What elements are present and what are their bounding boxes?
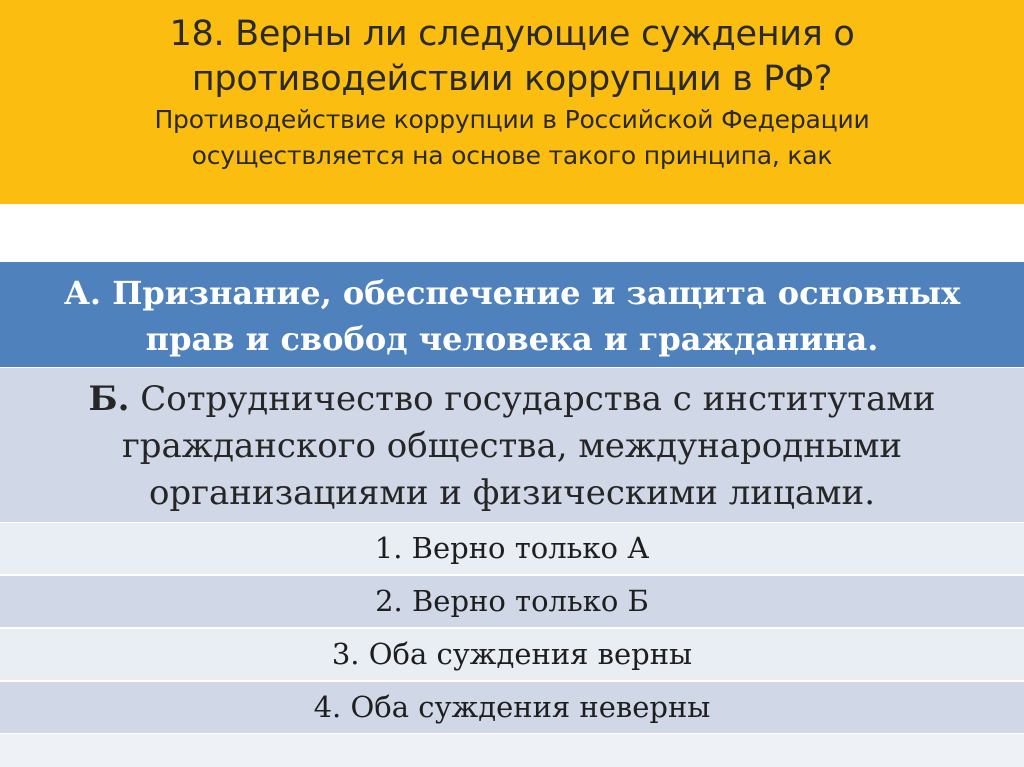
answer-option-2[interactable]: 2. Верно только Б: [0, 576, 1024, 627]
statement-b-text-1: Сотрудничество государства с институтами: [129, 379, 936, 419]
question-subtitle-line-2: осуществляется на основе такого принципа, как: [191, 141, 833, 170]
bottom-spacer: [0, 734, 1024, 767]
statement-a-line-1: А. Признание, обеспечение и защита основных: [63, 274, 961, 312]
statement-b: [0, 368, 1024, 522]
question-header: [0, 0, 1024, 204]
statement-b-line-3: организациями и физическими лицами.: [148, 473, 876, 513]
answer-option-3[interactable]: 3. Оба суждения верны: [0, 629, 1024, 680]
question-title-line-1: 18. Верны ли следующие суждения о: [169, 14, 855, 54]
statement-a: [0, 262, 1024, 367]
answer-option-4[interactable]: 4. Оба суждения неверны: [0, 682, 1024, 733]
statement-b-prefix: Б.: [88, 379, 130, 419]
statement-b-line-2: гражданского общества, международными: [121, 426, 903, 466]
question-subtitle-line-1: Противодействие коррупции в Российской Федерации: [154, 105, 870, 134]
statement-a-line-2: прав и свобод человека и гражданина.: [145, 320, 879, 358]
spacer: [0, 204, 1024, 262]
answer-option-1[interactable]: 1. Верно только А: [0, 523, 1024, 574]
question-title-line-2: противодействии коррупции в РФ?: [191, 59, 833, 99]
statement-b-line-1: [0, 376, 1024, 423]
